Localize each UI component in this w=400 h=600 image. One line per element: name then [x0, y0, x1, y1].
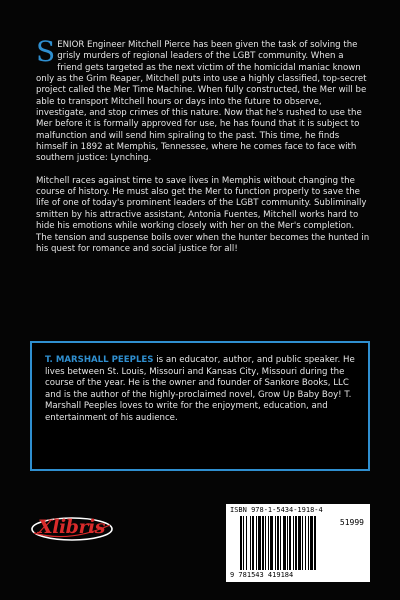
author-bio: [45, 355, 359, 425]
synopsis-paragraph-2: Mitchell races against time to save lives in Memphis without changing the course of history. He must also get the Mer to function properly to save the life of one of today's prominent leaders of the LGBT community. Subliminally smitten by his attractive assistant, Antonia Fuentes, Mitchell works hard to hide his emotions while working closely with her on the Mer's completion. The tension and suspense boils over when the hunter becomes the hunted in his quest for romance and social justice for all!: [36, 175, 370, 254]
price-code: 51999: [339, 518, 364, 527]
publisher-logo-text: Xlibris: [38, 516, 105, 538]
synopsis: [36, 35, 370, 255]
author-bio-text: is an educator, author, and public speaker. He lives between St. Louis, Missouri and Kansas City, Missouri during the course of the year. He is the owner and founder of Sankore Books, LLC and is the author of the highly-proclaimed novel, Grow Up Baby Boy! T. Marshall Peeples loves to write for the enjoyment, education, and entertainment of his audience.: [45, 355, 355, 423]
synopsis-paragraph-1: [36, 35, 370, 165]
barcode-bars-icon: [238, 516, 334, 570]
isbn-label: ISBN 978-1-5434-1918-4: [230, 506, 323, 514]
barcode-digits: 9 781543 419184: [230, 571, 294, 579]
drop-cap: S: [36, 35, 56, 68]
publisher-logo: [30, 513, 114, 543]
author-name: T. MARSHALL PEEPLES: [45, 355, 154, 365]
author-bio-box: [30, 341, 370, 471]
synopsis-paragraph-1-text: ENIOR Engineer Mitchell Pierce has been given the task of solving the grisly murders of regional leaders of the LGBT community. When a friend gets targeted as the next victim of the homicidal maniac known only as the Grim Reaper, Mitchell puts into use a highly classified, top-secret project called the Mer Time Machine. When fully constructed, the Mer will be able to transport Mitchell hours or days into the future to observe, investigate, and stop crimes of this nature. Now that he's rushed to use the Mer before it is formally approved for use, he has found that it is subject to malfunction and will send him spiraling to the past. This time, he finds himself in 1892 at Memphis, Tennessee, where he comes face to face with southern justice: Lynching.: [36, 40, 367, 164]
isbn-barcode: [226, 504, 370, 582]
